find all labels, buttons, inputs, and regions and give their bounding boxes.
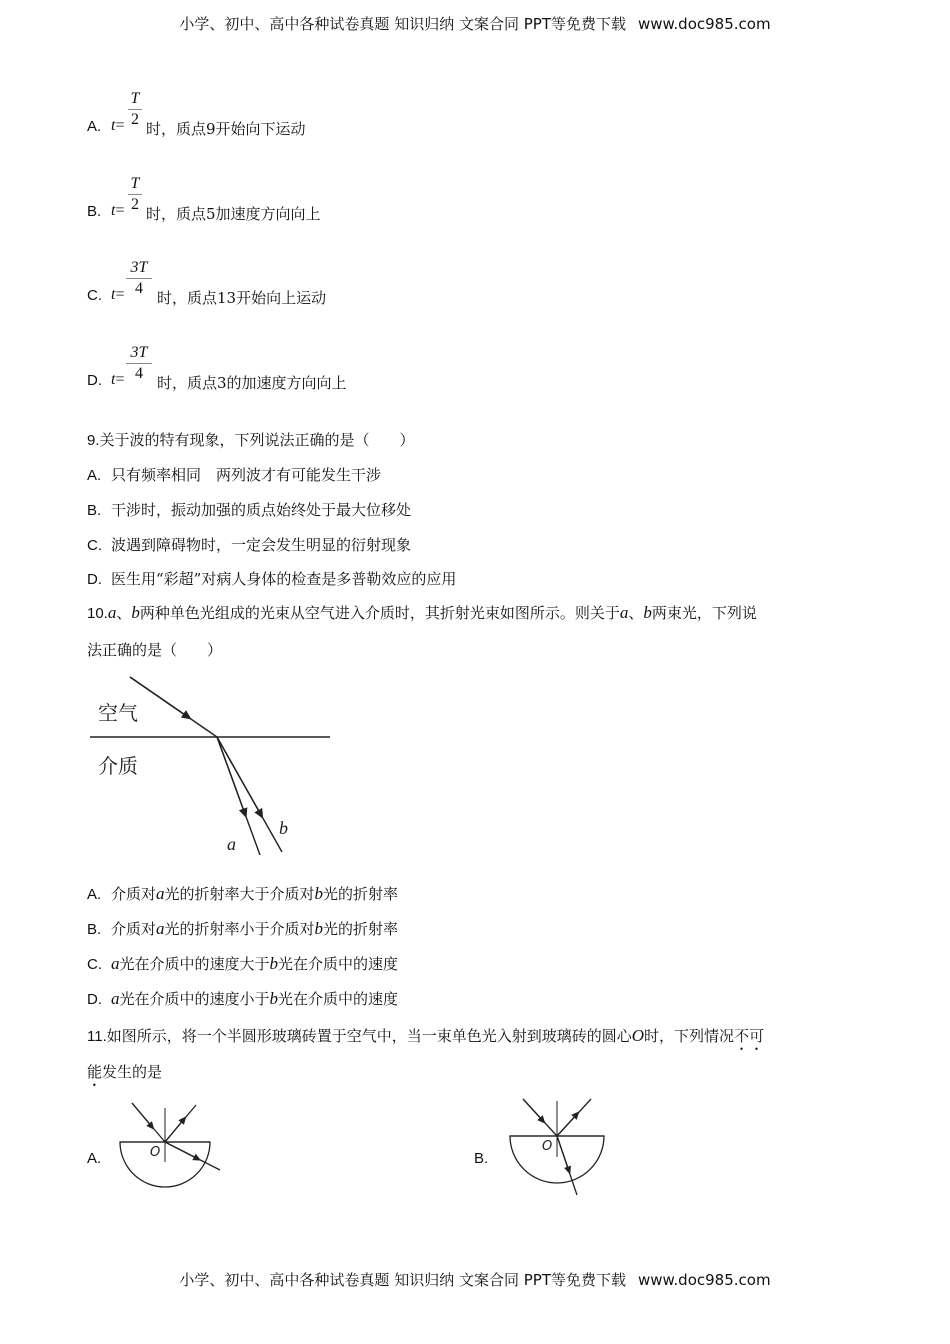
option-label: B. [87,203,102,220]
air-label: 空气 [98,701,138,725]
q11-stem-line2: 能发生的是 [87,1063,163,1081]
question-text: 关于波的特有现象，下列说法正确的是（ ） [99,431,415,449]
option-label: D. [87,372,102,389]
option-label: C. [87,287,102,304]
ray-a-label: a [227,834,236,854]
fraction: T 2 [128,90,142,129]
emphasized-text: 不可 [734,1027,765,1045]
question-number: 11. [87,1028,107,1045]
q9-option-d[interactable]: D. 医生用“彩超”对病人身体的检查是多普勒效应的应用 [87,570,457,588]
q9-option-c[interactable]: C. 波遇到障碍物时，一定会发生明显的衍射现象 [87,536,412,554]
q11-stem-line1: 11.如图所示，将一个半圆形玻璃砖置于空气中，当一束单色光入射到玻璃砖的圆心O时，下列情况不可 [87,1026,765,1045]
q9-option-b[interactable]: B. 干涉时，振动加强的质点始终处于最大位移处 [87,501,412,519]
center-label: O [542,1139,553,1154]
fraction: 3T 4 [126,344,152,383]
refraction-figure [90,672,340,862]
header-site[interactable]: www.doc985.com [637,15,771,33]
ray-b-label: b [279,818,288,838]
page-footer [0,1269,950,1290]
option-text: 时，质点9开始向下运动 [146,120,306,138]
question-number: 9. [87,432,100,449]
question-number: 10. [87,605,108,622]
option-label: A. [87,118,102,135]
equation-lhs: t= [111,117,125,134]
equation-lhs: t= [111,286,125,303]
q9-stem [87,430,415,451]
equation-lhs: t= [111,371,125,388]
header-text: 小学、初中、高中各种试卷真题 知识归纳 文案合同 PPT等免费下载 [179,15,626,33]
equation-lhs: t= [111,202,125,219]
option-text: 时，质点13开始向上运动 [157,289,327,307]
q10-option-a[interactable]: A. 介质对a光的折射率大于介质对b光的折射率 [87,884,399,903]
emphasized-text: 能 [87,1063,103,1081]
center-label: O [150,1145,161,1160]
q10-option-b[interactable]: B. 介质对a光的折射率小于介质对b光的折射率 [87,919,399,938]
option-text: 时，质点3的加速度方向向上 [157,374,347,392]
q10-stem-line2: 法正确的是（ ） [87,641,223,659]
q10-option-d[interactable]: D. a光在介质中的速度小于b光在介质中的速度 [87,989,399,1008]
fraction: T 2 [128,175,142,214]
q9-option-a[interactable]: A. 只有频率相同 两列波才有可能发生干涉 [87,466,382,484]
q10-stem-line1: 10.a、b两种单色光组成的光束从空气进入介质时，其折射光束如图所示。则关于a、b两束光，下列说 [87,603,757,622]
q11-option-a-figure[interactable] [112,1098,227,1198]
q11-option-b-label[interactable]: B. [474,1150,489,1167]
option-text: 时，质点5加速度方向向上 [146,205,321,223]
q11-option-b-figure[interactable] [503,1095,618,1200]
q10-option-c[interactable]: C. a光在介质中的速度大于b光在介质中的速度 [87,954,399,973]
q11-option-a-label[interactable]: A. [87,1150,102,1167]
fraction: 3T 4 [126,259,152,298]
footer-text: 小学、初中、高中各种试卷真题 知识归纳 文案合同 PPT等免费下载 [179,1271,626,1289]
medium-label: 介质 [98,754,138,778]
page-header [0,13,950,34]
footer-site[interactable]: www.doc985.com [637,1271,771,1289]
